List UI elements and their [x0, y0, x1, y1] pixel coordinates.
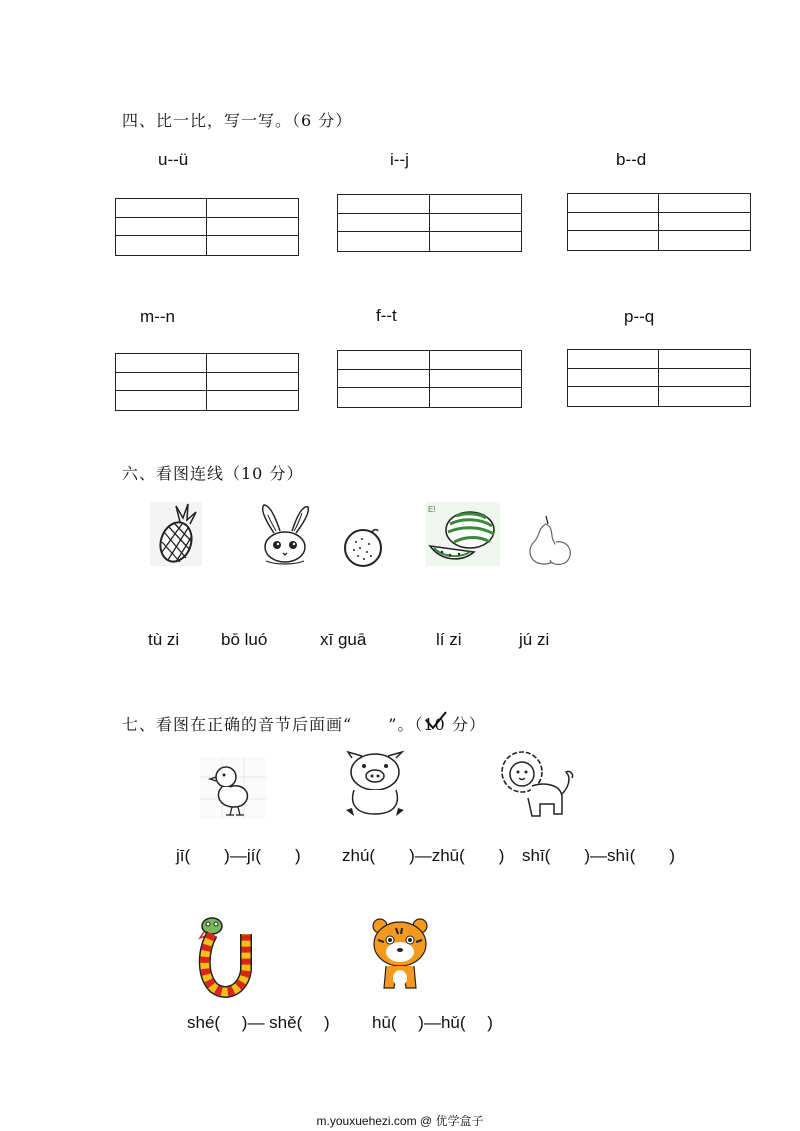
chick-picture — [200, 757, 266, 819]
pair-label: b--d — [616, 150, 647, 169]
snake-picture — [196, 916, 256, 998]
writing-grid[interactable] — [337, 194, 522, 252]
writing-grid[interactable] — [337, 350, 522, 408]
choice-pair[interactable]: zhú( )—zhū( ) — [342, 846, 505, 865]
pig-picture — [340, 750, 410, 822]
section7-title-start: 七、看图在正确的音节后面画“ — [122, 715, 353, 734]
pinyin-word: tù zi — [148, 630, 180, 649]
pair-label: i--j — [390, 150, 409, 169]
checkmark-icon — [424, 710, 448, 732]
watermelon-picture — [426, 502, 500, 566]
lion-picture — [498, 748, 576, 822]
pinyin-word: jú zi — [519, 630, 550, 649]
pair-label: p--q — [624, 307, 655, 326]
orange-picture — [342, 526, 384, 568]
choice-pair[interactable]: jī( )—jí( ) — [176, 846, 301, 865]
choice-pair[interactable]: shī( )—shì( ) — [522, 846, 675, 865]
tiger-picture — [368, 914, 432, 994]
footer-source: m.youxuehezi.com @ 优学盒子 — [316, 1114, 484, 1128]
pair-label: u--ü — [158, 150, 189, 169]
writing-grid[interactable] — [567, 349, 751, 407]
pinyin-word: xī guā — [320, 630, 367, 649]
writing-grid[interactable] — [115, 353, 299, 411]
section4-title: 四、比一比，写一写。（6 分） — [122, 111, 353, 130]
section7-title-end: 。（10 分） — [397, 715, 486, 734]
pinyin-word: bō luó — [221, 630, 268, 649]
rabbit-picture — [252, 503, 316, 567]
pear-picture — [524, 514, 576, 568]
section6-title: 六、看图连线（10 分） — [122, 464, 304, 483]
choice-pair[interactable]: hū( )—hǔ( ) — [372, 1013, 493, 1032]
watermelon-mark: E! — [428, 505, 436, 514]
pair-label: f--t — [376, 306, 397, 325]
section7-title-quote: ” — [388, 715, 398, 734]
choice-pair[interactable]: shé( )— shě( ) — [187, 1013, 330, 1032]
pinyin-word: lí zi — [436, 630, 462, 649]
pair-label: m--n — [140, 307, 175, 326]
writing-grid[interactable] — [115, 198, 299, 256]
writing-grid[interactable] — [567, 193, 751, 251]
pineapple-picture — [150, 502, 202, 566]
